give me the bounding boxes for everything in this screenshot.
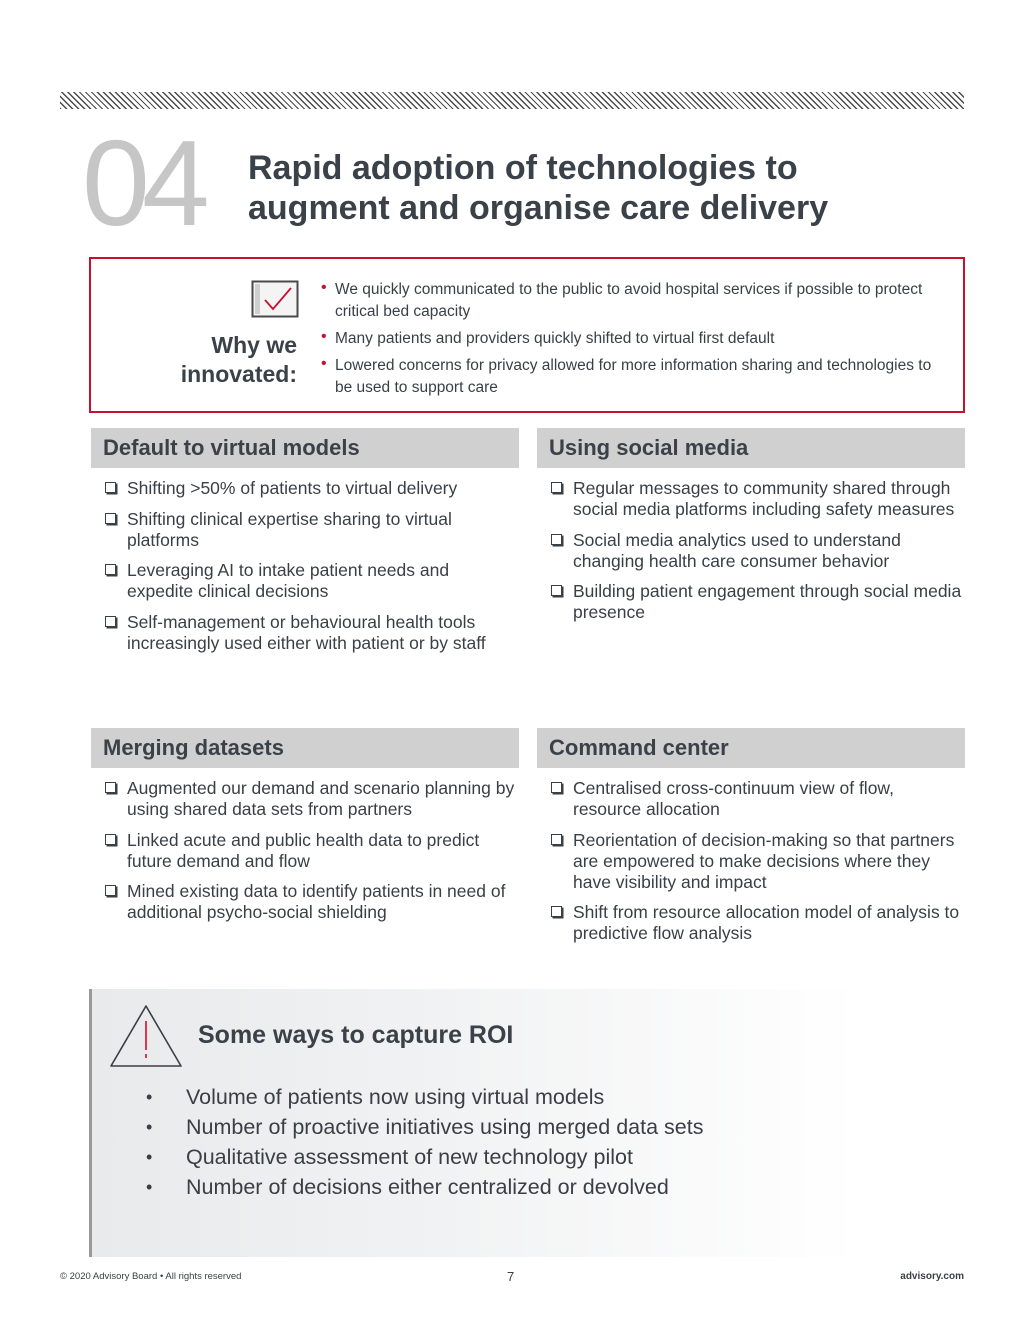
list-item [549, 778, 965, 820]
roi-item-text: Number of decisions either centralized or devolved [186, 1175, 669, 1199]
list-item-text: Augmented our demand and scenario planning by using shared data sets from partners [127, 778, 515, 819]
section-list [537, 778, 965, 944]
why-label [131, 331, 297, 389]
roi-item [146, 1082, 703, 1112]
why-bullet-text: Lowered concerns for privacy allowed for more information sharing and technologies to be used to support care [335, 357, 932, 396]
section-title: Default to virtual models [91, 428, 519, 468]
roi-item-text: Number of proactive initiatives using merged data sets [186, 1115, 704, 1139]
checkbox-bullet-icon [105, 616, 116, 627]
roi-list [146, 1082, 703, 1202]
checkbox-bullet-icon [105, 782, 116, 793]
list-item [103, 509, 519, 551]
list-item [103, 881, 519, 923]
list-item-text: Leveraging AI to intake patient needs and expedite clinical decisions [127, 560, 450, 601]
bullet-icon: • [146, 1117, 153, 1137]
section-list [537, 478, 965, 623]
checkbox-bullet-icon [105, 834, 116, 845]
list-item [103, 612, 519, 654]
list-item-text: Shifting clinical expertise sharing to virtual platforms [127, 508, 452, 550]
why-we-innovated-box [89, 257, 965, 413]
section-title: Merging datasets [91, 728, 519, 768]
bullet-icon: • [146, 1177, 153, 1197]
list-item [549, 530, 965, 572]
section-number: 04 [82, 115, 202, 251]
why-bullet [321, 328, 941, 350]
list-item-text: Self-management or behavioural health tools increasingly used either with patient or by staff [127, 611, 486, 653]
list-item-text: Centralised cross-continuum view of flow, resource allocation [573, 778, 894, 819]
checkbox-bullet-icon [105, 564, 116, 575]
why-label-line2: innovated: [180, 361, 297, 387]
section-virtual-models [91, 428, 519, 663]
section-merging-datasets [91, 728, 519, 933]
bullet-dot-icon: • [321, 355, 327, 372]
checkbox-bullet-icon [551, 482, 562, 493]
list-item [549, 478, 965, 520]
list-item [549, 581, 965, 623]
roi-item [146, 1112, 703, 1142]
list-item-text: Reorientation of decision-making so that partners are empowered to make decisions where they have visibility and impact [573, 829, 955, 892]
checkbox-check-icon [251, 280, 299, 318]
roi-item [146, 1172, 703, 1202]
footer-copyright: © 2020 Advisory Board • All rights reserved [60, 1271, 242, 1282]
list-item-text: Building patient engagement through social media presence [573, 581, 962, 622]
roi-title: Some ways to capture ROI [198, 1021, 514, 1049]
warning-triangle-icon [108, 1003, 184, 1069]
why-bullet [321, 279, 941, 323]
why-bullet-text: We quickly communicated to the public to avoid hospital services if possible to protect critical bed capacity [335, 281, 923, 320]
section-title: Command center [537, 728, 965, 768]
checkbox-bullet-icon [105, 885, 116, 896]
roi-item [146, 1142, 703, 1172]
bullet-icon: • [146, 1147, 153, 1167]
section-command-center [537, 728, 965, 954]
page-number: 7 [507, 1269, 515, 1284]
roi-item-text: Qualitative assessment of new technology pilot [186, 1145, 633, 1169]
list-item-text: Social media analytics used to understand changing health care consumer behavior [573, 529, 901, 571]
roi-box [89, 989, 859, 1257]
checkbox-bullet-icon [551, 834, 562, 845]
checkbox-bullet-icon [551, 906, 562, 917]
roi-item-text: Volume of patients now using virtual models [186, 1085, 605, 1109]
checkbox-bullet-icon [105, 482, 116, 493]
checkbox-bullet-icon [551, 585, 562, 596]
section-list [91, 478, 519, 654]
why-label-line1: Why we [211, 332, 297, 358]
section-list [91, 778, 519, 923]
list-item [103, 560, 519, 602]
list-item [103, 778, 519, 820]
why-bullet-list [321, 279, 941, 404]
section-social-media [537, 428, 965, 633]
list-item [103, 478, 519, 499]
list-item [103, 830, 519, 872]
list-item [549, 830, 965, 893]
page-title: Rapid adoption of technologies to augment and organise care delivery [248, 149, 829, 227]
why-bullet [321, 355, 941, 399]
list-item-text: Shifting >50% of patients to virtual delivery [127, 478, 458, 498]
list-item-text: Regular messages to community shared through social media platforms including safety measures [573, 478, 955, 519]
list-item-text: Linked acute and public health data to predict future demand and flow [127, 829, 480, 871]
footer-site-link[interactable]: advisory.com [900, 1271, 964, 1282]
bullet-icon: • [146, 1087, 153, 1107]
bullet-dot-icon: • [321, 328, 327, 345]
decorative-hatch-bar [60, 92, 964, 109]
why-bullet-text: Many patients and providers quickly shifted to virtual first default [335, 330, 775, 347]
section-title: Using social media [537, 428, 965, 468]
list-item-text: Mined existing data to identify patients in need of additional psycho-social shielding [127, 881, 506, 922]
checkbox-bullet-icon [551, 534, 562, 545]
checkbox-bullet-icon [105, 513, 116, 524]
checkbox-bullet-icon [551, 782, 562, 793]
bullet-dot-icon: • [321, 279, 327, 296]
list-item-text: Shift from resource allocation model of analysis to predictive flow analysis [573, 902, 960, 943]
list-item [549, 902, 965, 944]
